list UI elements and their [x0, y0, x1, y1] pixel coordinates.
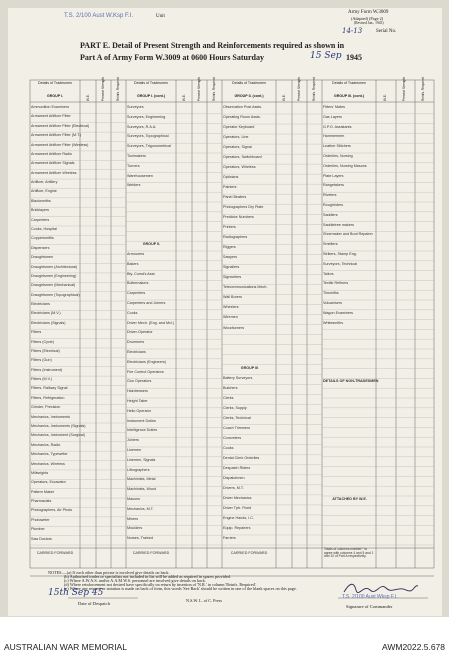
table-row-label: Intelligence Duties — [127, 428, 158, 433]
reinf-header-4: Reinfs. Required — [421, 77, 425, 101]
table-row-label — [323, 526, 376, 536]
col2-group-header: GROUP I. (cont.) — [136, 94, 166, 98]
table-row-label: Pattern Maker — [31, 489, 55, 494]
carried-forward-1: CARRIED FORWARD — [36, 551, 74, 555]
table-row-label: Bakers — [127, 261, 139, 266]
table-row-label — [323, 438, 376, 448]
table-row-label: Clerks, Supply — [223, 405, 247, 410]
note-d: (d) Where reinforcement not desired have specifically on return by insertion of 'N.R.' in column 'Reinfs. Required'. — [64, 582, 257, 587]
table-row-label — [323, 419, 376, 429]
table-row-label: Electricians (M.V.) — [31, 311, 61, 316]
table-row-label: Opticians — [223, 175, 239, 180]
table-row-label — [127, 213, 176, 223]
table-row-label: Fire Control Operators — [127, 369, 164, 374]
table-row-label: Electricians (Signals) — [31, 320, 66, 325]
table-row-label: Linemen, Signals — [127, 457, 156, 462]
carried-forward-2: CARRIED FORWARD — [132, 551, 170, 555]
table-row-label: Photographers, Air Photo — [31, 508, 73, 513]
table-row-label — [323, 468, 376, 478]
table-row-label: Tinsmiths — [323, 291, 339, 296]
table-row-label: Painters — [223, 185, 237, 190]
table-row-label: Wagon Examiners — [323, 310, 353, 315]
table-row-label — [127, 232, 176, 242]
unit-label: Unit — [156, 14, 165, 19]
note-a: NOTES.—(a) If each other than private is involved give details on back. — [48, 570, 170, 575]
table-row-label: Butchers — [223, 385, 238, 390]
table-row-label: Fitters, Railway Signal — [31, 386, 68, 391]
table-row-label: G.P.O. Assistants — [323, 124, 352, 129]
serial-value: 14-13 — [342, 27, 363, 35]
note-c: (c) Where A.W.A.S. and/or A.A.M.W.S. personnel are involved give details on back. — [64, 578, 206, 583]
col1-details-header: Details of Tradesmen — [38, 81, 72, 85]
table-row-label: Cooks — [223, 445, 234, 450]
table-row-label: Panel Beaters — [223, 195, 247, 200]
table-row-label: Fitters (M.V.) — [31, 377, 52, 382]
table-row-label — [323, 389, 376, 399]
table-row-label: Carpenters — [127, 291, 146, 296]
table-row-label: Surveyors, Trigonometrical — [127, 144, 171, 149]
strength-header-3: Present Strength — [297, 77, 301, 101]
table-row-label: Machinists, Wood — [127, 487, 157, 492]
table-row-label: Cooks, Hospital — [31, 226, 57, 231]
we-header-3: W.E. — [282, 94, 286, 101]
table-row-label: Draughtsmen (Mechanical) — [31, 283, 76, 288]
table-row-label: Driver Mech. (Eng. and Mcl.) — [127, 320, 174, 325]
table-row-label: Electricians (Engineers) — [127, 359, 166, 364]
table-row-label: Despatch Riders — [223, 465, 251, 470]
table-row-label: Signwriters — [223, 275, 242, 280]
table-row-label: Drummers — [127, 340, 145, 345]
table-row-label: Armament Artificer Signals — [31, 161, 75, 166]
table-row-label: Telecommunications Mech. — [223, 285, 268, 290]
table-row-label: Joiners — [127, 438, 139, 443]
table-row-label: Operators, Line — [223, 135, 249, 140]
table-row-label: Orderlies, Nursing Masons — [323, 163, 367, 168]
table-row-label: Plumber — [31, 527, 45, 532]
table-row-label: Operators, Signal — [223, 145, 252, 150]
note-e: (e) Where any request or notation is made on back of form, this words 'See Back' should be written in one of the blank spaces on this page. — [64, 586, 297, 591]
table-row-label: Operator Keyboard — [223, 125, 255, 130]
we-header-1: W.E. — [86, 94, 90, 101]
table-row-label: Electricians — [127, 350, 146, 354]
form-title-3: (Revised Jan., 1943) — [354, 21, 384, 25]
table-row-label: Saddletree makers — [323, 222, 354, 227]
table-row-label — [127, 223, 176, 233]
table-row-label — [323, 536, 376, 546]
table-row-label: Orderlies, Nursing — [323, 154, 353, 158]
table-row-label: Sawyers — [223, 255, 238, 260]
table-row-label — [323, 409, 376, 419]
table-row-label: Dispensers — [31, 245, 50, 250]
table-row-label: Height Taker — [127, 399, 148, 403]
table-row-label — [323, 340, 376, 350]
table-row-label — [323, 350, 376, 360]
table-row-label — [323, 458, 376, 468]
table-row-label: Fitters (Instrument) — [31, 367, 63, 372]
table-row-label: Plate Layers — [323, 173, 344, 178]
table-row-label: Boilermakers — [127, 281, 149, 286]
table-row-label: Operating Room Assts. — [223, 115, 261, 120]
date-of-despatch-label: Date of Despatch — [78, 601, 110, 606]
table-row-label: Bty. Comd's Asst. — [127, 271, 156, 276]
table-row-label: Battery Surveyors — [223, 375, 253, 380]
table-row-label: Fitters (Cycle) — [31, 339, 54, 344]
col3-group-header: GROUP II. (cont.) — [234, 94, 264, 98]
we-header-2: W.E. — [182, 94, 186, 101]
table-row-label: Vulcanisers — [323, 301, 342, 305]
table-row-label: Engine Hands, I.C. — [223, 515, 254, 520]
heading-year: 1945 — [346, 53, 362, 62]
signature-label: Signature of Commander — [346, 604, 393, 609]
table-row-label: ATTACHED BY W.E. — [332, 497, 367, 501]
table-row-label: Driver Tptr. Fixed — [223, 505, 252, 510]
table-row-label: Lithographers — [127, 467, 150, 472]
table-row-label: Carpenters and Joiners — [127, 301, 166, 305]
printer-imprint: N.S.W. L. of C. Press — [186, 598, 223, 603]
table-row-label: Driver-Operator — [127, 330, 153, 335]
table-row-label: Wall Borers — [223, 295, 242, 300]
table-row-label: Fitters' Mates — [323, 105, 346, 109]
strength-header-2: Present Strength — [197, 77, 201, 101]
table-row-label: Coach Trimmers — [223, 425, 251, 430]
col4-group-header: GROUP III. (cont.) — [333, 94, 365, 98]
archive-caption-bar — [0, 617, 449, 653]
table-row-label: Driver Mechanics — [223, 495, 252, 500]
table-row-label: Mechanics, Instruments — [31, 414, 70, 419]
table-row-label: Armourers — [127, 252, 145, 256]
table-row-label: Surveyors, Topographical — [127, 134, 169, 139]
col4-details-header: Details of Tradesmen — [332, 81, 366, 85]
table-row-label: Miners — [127, 516, 139, 521]
table-row-label: Warehousemen — [127, 173, 153, 178]
table-row-label: Carpenters — [31, 217, 50, 222]
table-row-label: Grinder, Precision — [31, 405, 61, 410]
table-row-label: Signallers — [223, 265, 240, 270]
table-row-label — [223, 346, 276, 356]
table-row-label: Saw Doctors — [31, 536, 52, 541]
table-row-label: Electricians — [31, 302, 50, 307]
table-row-label: Millwrights — [31, 470, 49, 475]
table-row-label: Draughtsmen (Engineering) — [31, 273, 77, 278]
table-row-label — [223, 356, 276, 366]
heading-line-1: PART E. Detail of Present Strength and Reinforcements required as shown in — [80, 41, 345, 50]
table-row-label: Armament Artificer Radio — [31, 151, 72, 156]
table-row-label: Shoemaker and Boot Repairer — [323, 232, 373, 237]
we-header-4: W.E. — [383, 94, 387, 101]
table-row-label: Farriers — [223, 535, 236, 540]
table-row-label: Gun Operators — [127, 379, 152, 384]
table-row-label: Surveyors, Technical — [323, 261, 357, 266]
table-row-label: Rangetakers — [323, 183, 344, 188]
table-row-label: Observation Post Assts. — [223, 105, 263, 109]
table-row-label: Operators, Switchboard — [223, 155, 262, 160]
table-row-label: Woodturners — [223, 325, 245, 330]
table-row-label: Instrument Duties — [127, 418, 156, 423]
carried-forward-3: CARRIED FORWARD — [230, 551, 268, 555]
table-row-label: Surveyors — [127, 105, 144, 109]
table-row-label: Ammunition Examiners — [31, 105, 69, 109]
table-row-label: Leather Stitchers — [323, 144, 351, 149]
table-row-label: Hammermen — [323, 134, 345, 139]
table-row-label: Cooks — [127, 310, 138, 315]
table-row-label: Mechanics, Wireless — [31, 461, 65, 466]
table-row-label: Linemen — [127, 448, 142, 452]
strength-header-4: Present Strength — [402, 77, 406, 101]
table-row-label — [127, 193, 176, 203]
table-row-label: Artificer, Engine — [31, 189, 57, 194]
table-row-label: Operators, Excavator — [31, 480, 66, 485]
form-title-1: Army Form W.3009 — [348, 10, 389, 15]
table-row-label: Turners — [127, 163, 140, 168]
form-title-2: (Adapted) (Page 2) — [351, 16, 384, 21]
table-row-label: Clerks — [223, 395, 234, 400]
signature-stamp: T.S. 2/100 Aust Wksp F.I. — [342, 594, 398, 600]
archive-reference: AWM2022.5.678 — [382, 642, 445, 652]
army-form-w3009-page — [8, 8, 442, 616]
archive-name: AUSTRALIAN WAR MEMORIAL — [4, 642, 127, 652]
table-row-label: Riggers — [223, 245, 236, 250]
col2-details-header: Details of Tradesmen — [134, 81, 168, 85]
table-row-label: Surveyors, Engineering — [127, 114, 166, 119]
table-row-label — [323, 370, 376, 380]
table-row-label: Armament Artificer Fitter (Electrical) — [31, 123, 90, 128]
unit-stamp: T.S. 2/100 Aust W.Ksp F.I. — [64, 13, 134, 19]
table-row-label — [323, 477, 376, 487]
reinf-header-2: Reinfs. Required — [212, 77, 216, 101]
table-row-label — [323, 517, 376, 527]
despatch-date-handwritten: 15th Sep 45 — [48, 588, 104, 598]
table-row-label: Mechanics, M.T. — [127, 506, 154, 511]
table-row-label: Hairdressers — [127, 389, 148, 394]
date-handwritten: 15 Sep — [310, 51, 342, 61]
table-row-label: Machinists, Metal — [127, 477, 156, 482]
table-row-label: Draughtsmen (Architectural) — [31, 264, 78, 269]
strength-header-1: Present Strength — [101, 77, 105, 101]
totals-note: Totals of columns marked * to agree with columns 4 and 5 and 1 and 10 of Part A respectively. — [324, 547, 374, 559]
table-row-label: Coppersmiths — [31, 236, 54, 241]
table-row-label: Photographers Dry Plate — [223, 205, 264, 210]
table-row-label: Concreters — [223, 435, 242, 440]
table-row-label: Roughriders — [323, 203, 344, 207]
table-row-label: Wiremen — [223, 315, 238, 320]
table-row-label: Printers — [223, 225, 236, 230]
table-row-label: Tailors — [323, 271, 334, 276]
table-row-label — [323, 487, 376, 497]
heading-line-2: Part A of Army Form W.3009 at 0600 Hours Saturday — [80, 53, 264, 62]
table-row-label: Predictor Numbers — [223, 215, 254, 220]
table-row-label — [127, 203, 176, 213]
table-row-label — [323, 428, 376, 438]
table-row-label: Strikers, Stamp Eng. — [323, 252, 357, 256]
table-row-label: GROUP II. — [142, 242, 161, 247]
table-row-label: Fitters (Gun) — [31, 358, 52, 363]
table-row-label: Operators, Wireless — [223, 165, 256, 170]
table-row-label: Equip. Repairers — [223, 525, 251, 530]
table-row-label — [223, 336, 276, 346]
table-row-label: Gas Layers — [323, 114, 342, 119]
serial-label: Serial No. — [376, 29, 397, 34]
table-row-label: Welders — [127, 183, 141, 188]
table-row-label — [323, 507, 376, 517]
table-row-label: Whitesmiths — [323, 320, 344, 325]
table-row-label: Fitters, Refrigeration — [31, 395, 65, 400]
table-row-label: Draughtsmen (Topographical) — [31, 292, 80, 297]
table-row-label: Saddlers — [323, 212, 338, 217]
table-row-label: Fitters (Electrical) — [31, 348, 60, 353]
table-row-label: Armament Artificer Fitter (Wireless) — [31, 142, 89, 147]
col3-details-header: Details of Tradesmen — [232, 81, 266, 85]
table-row-label: DETAILS OF NON-TRADESMEN — [323, 379, 379, 384]
table-row-label: Moulders — [127, 526, 143, 531]
table-row-label: Armament Artificer Fitter — [31, 114, 71, 119]
table-row-label: Dental Clerk Orderlies — [223, 455, 260, 460]
table-row-label: Surveyors, R.A.A. — [127, 124, 157, 129]
table-row-label: Drivers, M.T. — [223, 485, 244, 490]
table-row-label: Radiographers — [223, 235, 248, 240]
table-row-label: GROUP III — [240, 365, 259, 370]
table-row-label: Pharmacists — [31, 499, 52, 504]
table-row-label: Smelters — [323, 242, 338, 247]
table-row-label: Fitters — [31, 330, 42, 335]
note-b: (b) Authorised trades or specialists not included in list will be added as required in spaces provided. — [64, 574, 231, 579]
table-row-label: Photowriter — [31, 517, 50, 522]
table-row-label: Clerks, Technical — [223, 415, 251, 420]
table-row-label — [323, 360, 376, 370]
table-row-label: Armament Artificer Fitter (M.T.) — [31, 133, 82, 138]
table-row-label: Textile Refiners — [323, 281, 349, 286]
table-row-label: Draughtsmen — [31, 255, 54, 260]
table-row-label: Mechanics, Instrument (Surgical) — [31, 433, 85, 438]
table-row-label — [323, 399, 376, 409]
table-row-label: Armament Artificer Wireless — [31, 170, 77, 175]
table-row-label: Nurses, Trained — [127, 536, 154, 541]
table-row-label: Artificer, Artillery — [31, 180, 58, 185]
table-row-label — [323, 330, 376, 340]
table-row-label: Riveters — [323, 193, 337, 198]
col1-group-header: GROUP I. — [46, 94, 64, 98]
reinf-header-3: Reinfs. Required — [312, 77, 316, 101]
table-row-label: Dispatchmen — [223, 475, 245, 480]
table-row-label — [323, 448, 376, 458]
table-row-label: Helio Operator — [127, 408, 151, 413]
table-row-label: Masons — [127, 497, 140, 501]
table-row-label: Mechanics, Instruments (Signals) — [31, 424, 86, 429]
table-row-label: Wheelers — [223, 305, 239, 310]
table-row-label: Bricklayers — [31, 208, 50, 213]
table-row-label: Blacksmiths — [31, 198, 51, 203]
table-row-label: Toolmakers — [127, 154, 146, 158]
reinf-header-1: Reinfs. Required — [116, 77, 120, 101]
table-row-label: Mechanics, Typewriter — [31, 452, 68, 457]
table-row-label: Mechanics, Radio — [31, 442, 61, 447]
